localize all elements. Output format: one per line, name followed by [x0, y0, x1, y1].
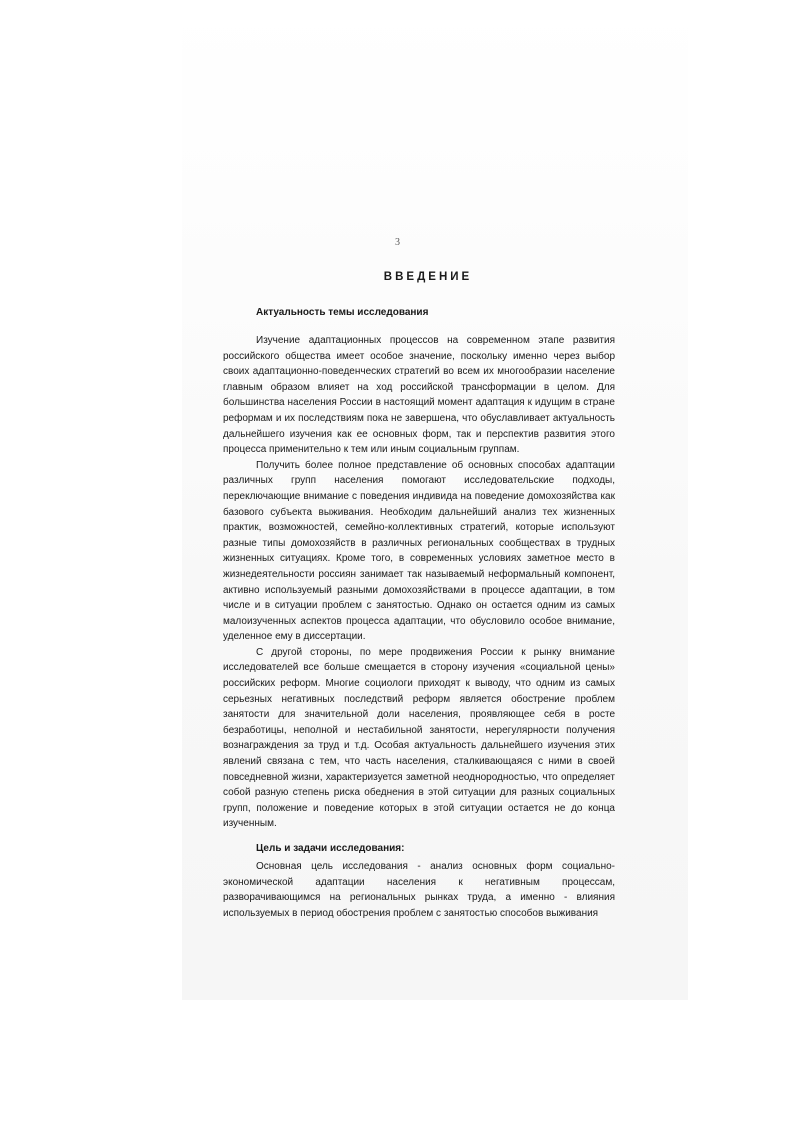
chapter-title: ВВЕДЕНИЕ [383, 271, 473, 283]
paragraph: Изучение адаптационных процессов на современном этапе развития российского общества имеет особое значение, поскольку именно через выбор своих адаптационно-поведенческих стратегий во всем их многообразии население главным образом влияет на ход российской трансформации в целом. Для большинства населения России в настоящий момент адаптация к идущим в стране реформам и их последствиям пока не завершена, что обуславливает актуальность дальнейшего изучения как ее основных форм, так и перспектив развития этого процесса применительно к тем или иным социальным группам. [223, 335, 615, 456]
paragraph: С другой стороны, по мере продвижения России к рынку внимание исследователей все больше смещается в сторону изучения «социальной цены» российских реформ. Многие социологи приходят к выводу, что одним из самых серьезных негативных последствий реформ является обострение проблем занятости для значительной доли населения, проявляющее себя в росте безработицы, неполной и нестабильной занятости, нерегулярности получения вознаграждения за труд и т.д. Особая актуальность дальнейшего изучения этих явлений связана с тем, что часть населения, сталкивающаяся с ними в своей повседневной жизни, характеризуется заметной неоднородностью, что определяет собой разную степень риска обеднения в этой ситуации для разных социальных групп, положение и поведение которых в этой ситуации остается не до конца изученным. [223, 646, 615, 830]
paragraph: Основная цель исследования - анализ основных форм социально-экономической адаптации населения к негативным процессам, разворачивающимся на региональных рынках труда, а именно - влияния используемых в период обострения проблем с занятостью способов выживания [223, 861, 615, 919]
section-heading-relevance: Актуальность темы исследования [256, 307, 429, 318]
section-heading-goals: Цель и задачи исследования: [256, 843, 405, 854]
page-number: 3 [395, 237, 400, 248]
paragraph: Получить более полное представление об основных способах адаптации различных групп населения помогают исследовательские подходы, переключающие внимание с поведения индивида на поведение домохозяйства как базового субъекта выживания. Необходим дальнейший анализ тех жизненных практик, возможностей, семейно-коллективных стратегий, которые используют разные типы домохозяйств в различных региональных сообществах в трудных жизненных ситуациях. Кроме того, в современных условиях заметное место в жизнедеятельности россиян занимает так называемый неформальный компонент, активно используемый разными домохозяйствами в процессе адаптации, в том числе и в ситуации проблем с занятостью. Однако он остается одним из самых малоизученных аспектов процесса адаптации, что обусловило особое внимание, уделенное ему в диссертации. [223, 459, 615, 643]
spacer [223, 832, 615, 842]
document-body [223, 271, 615, 921]
